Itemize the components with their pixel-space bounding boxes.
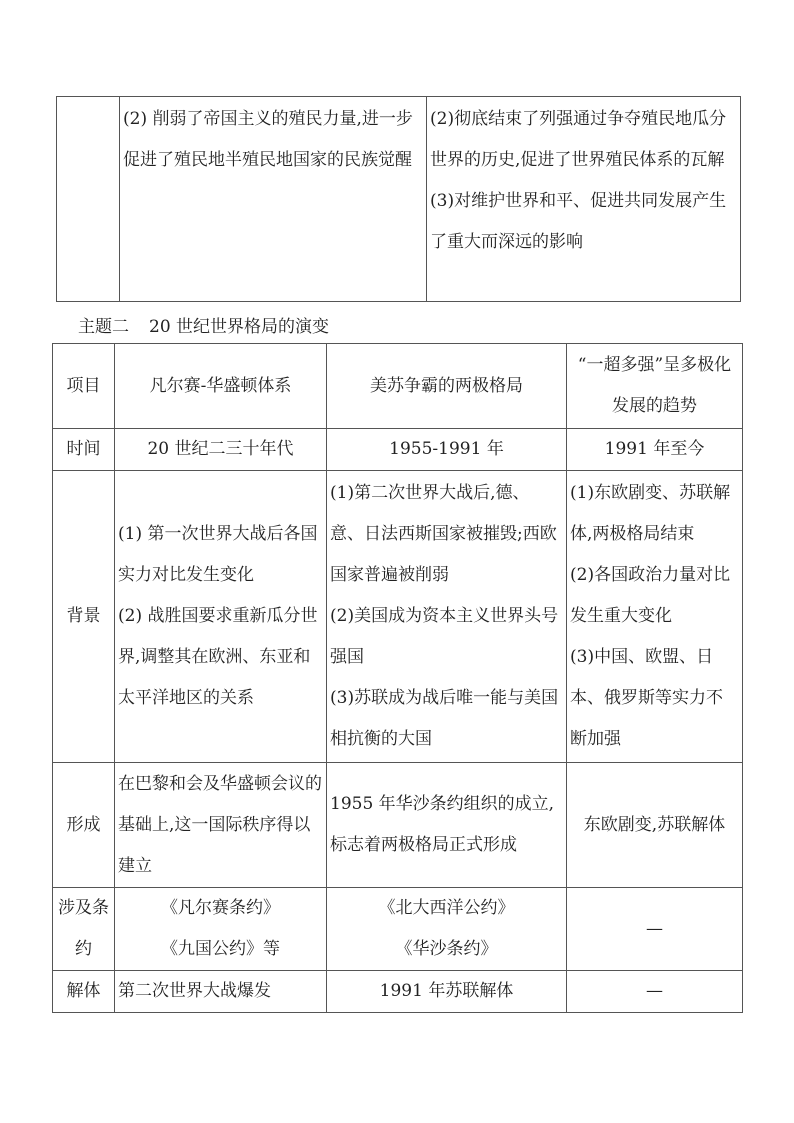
empty-cell: [57, 97, 120, 302]
cell-text: 《凡尔赛条约》: [161, 898, 280, 918]
header-multipolar: “一超多强”呈多极化发展的趋势: [567, 344, 743, 429]
table-cell: [427, 97, 741, 302]
table-cell: 1991 年苏联解体: [327, 971, 567, 1013]
table-cell: 1955 年华沙条约组织的成立,标志着两极格局正式形成: [327, 763, 567, 888]
table-row: [57, 97, 741, 302]
continued-table: [56, 96, 741, 302]
table-cell: 1991 年至今: [567, 429, 743, 471]
row-label: 涉及条约: [53, 888, 115, 971]
table-cell: 在巴黎和会及华盛顿会议的基础上,这一国际秩序得以建立: [115, 763, 327, 888]
table-cell: 第二次世界大战爆发: [115, 971, 327, 1013]
header-item: 项目: [53, 344, 115, 429]
world-pattern-table: [52, 343, 743, 1013]
cell-text: 《华沙条约》: [395, 939, 498, 959]
table-cell: [115, 471, 327, 763]
row-label: 时间: [53, 429, 115, 471]
table-cell: [115, 888, 327, 971]
cell-text: 《九国公约》等: [161, 939, 280, 959]
formation-row: [53, 763, 743, 888]
treaties-row: [53, 888, 743, 971]
row-label: 背景: [53, 471, 115, 763]
cell-text: (2)彻底结束了列强通过争夺殖民地瓜分世界的历史,促进了世界殖民体系的瓦解: [430, 109, 727, 170]
cell-text: (2)各国政治力量对比发生重大变化: [570, 565, 731, 626]
table-cell: [120, 97, 427, 302]
cell-text: (3)对维护世界和平、促进共同发展产生了重大而深远的影响: [430, 191, 727, 252]
header-versailles-washington: 凡尔赛-华盛顿体系: [115, 344, 327, 429]
cell-text: (3)中国、欧盟、日本、俄罗斯等实力不断加强: [570, 647, 723, 749]
dissolution-row: [53, 971, 743, 1013]
cell-text: (3)苏联成为战后唯一能与美国相抗衡的大国: [330, 688, 559, 749]
cell-text: (2) 战胜国要求重新瓜分世界,调整其在欧洲、东亚和太平洋地区的关系: [118, 606, 318, 708]
table-cell: 东欧剧变,苏联解体: [567, 763, 743, 888]
row-label: 解体: [53, 971, 115, 1013]
row-label: 形成: [53, 763, 115, 888]
table-cell: —: [567, 971, 743, 1013]
section-title: 20 世纪世界格局的演变: [149, 317, 330, 337]
cell-text: (2)美国成为资本主义世界头号强国: [330, 606, 559, 667]
table-cell: [327, 888, 567, 971]
cell-text: 《北大西洋公约》: [378, 898, 515, 918]
cell-text: (1)第二次世界大战后,德、意、日法西斯国家被摧毁;西欧国家普遍被削弱: [330, 483, 557, 585]
section-label: 主题二: [78, 317, 129, 337]
table-cell: 20 世纪二三十年代: [115, 429, 327, 471]
table-cell: [327, 471, 567, 763]
background-row: [53, 471, 743, 763]
section-heading: [78, 313, 329, 341]
table-cell: 1955-1991 年: [327, 429, 567, 471]
table-cell: [567, 471, 743, 763]
cell-text: (1) 第一次世界大战后各国实力对比发生变化: [118, 524, 318, 585]
cell-text: (2) 削弱了帝国主义的殖民力量,进一步促进了殖民地半殖民地国家的民族觉醒: [123, 109, 413, 170]
header-bipolar: 美苏争霸的两极格局: [327, 344, 567, 429]
table-cell: —: [567, 888, 743, 971]
cell-text: (1)东欧剧变、苏联解体,两极格局结束: [570, 483, 731, 544]
header-row: [53, 344, 743, 429]
time-row: [53, 429, 743, 471]
